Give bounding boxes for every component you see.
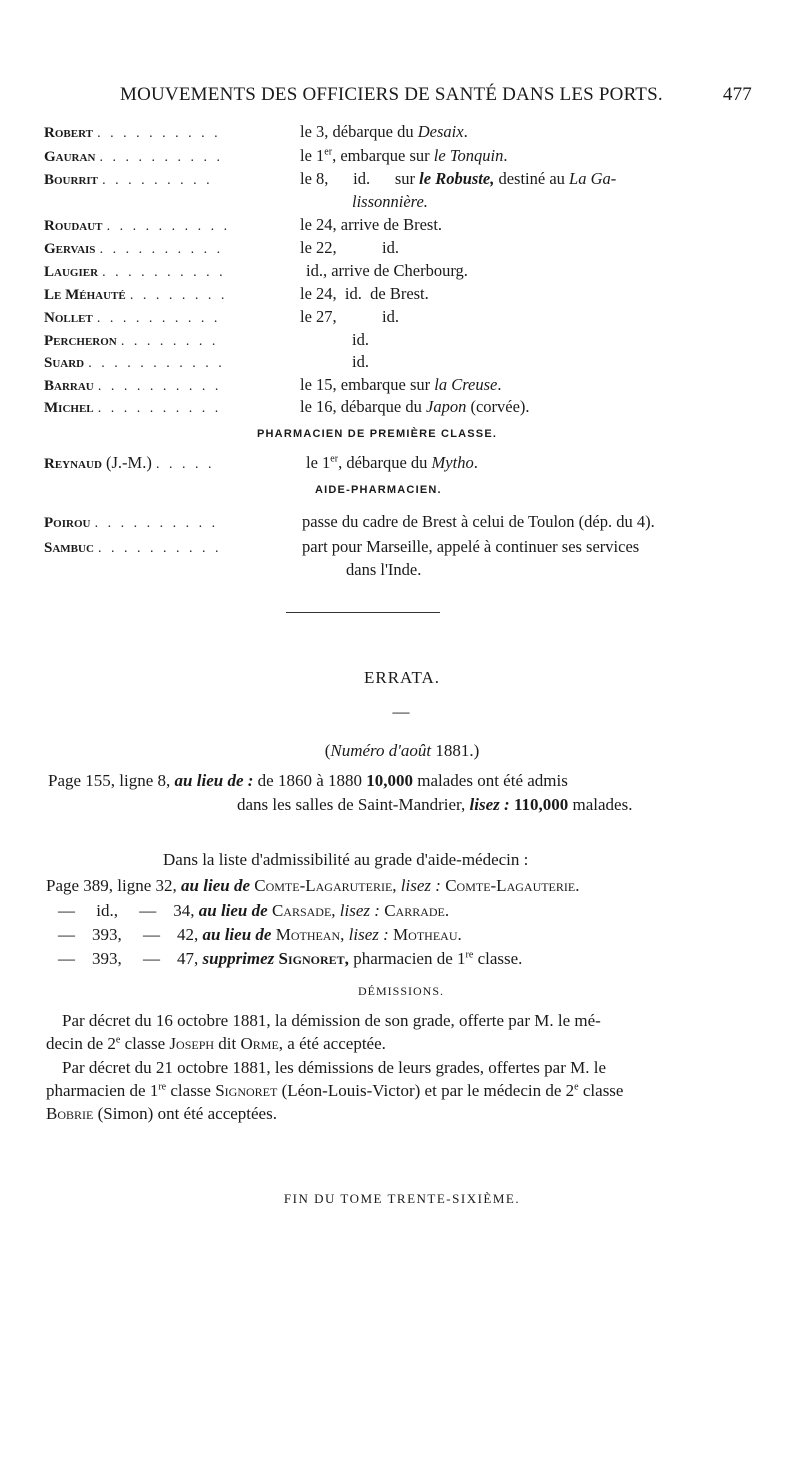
section-heading-pharmacien: PHARMACIEN DE PREMIÈRE CLASSE. [257,428,498,440]
entry-le-mehaute-text: le 24, id. de Brest. [300,284,429,303]
liste-intro: Dans la liste d'admissibilité au grade d'aide-médecin : [163,850,529,869]
entry-gervais: Gervais . . . . . . . . . . [44,241,224,257]
entry-gauran-text: le 1er, embarque sur le Tonquin. [300,146,508,165]
erratum-page-155: Page 155, ligne 8, au lieu de : de 1860 à 1880 10,000 malades ont été admis [48,771,568,790]
section-heading-aide-pharmacien: AIDE-PHARMACIEN. [315,484,442,496]
entry-robert-text: le 3, débarque du Desaix. [300,122,468,141]
errata-title: ERRATA. [363,668,440,687]
entry-reynaud-text: le 1er, débarque du Mytho. [306,453,478,472]
entry-bourrit: Bourrit . . . . . . . . . [44,172,213,188]
entry-bourrit-text: le 8, id. sur le Robuste, destiné au La Ga- [300,169,617,188]
entry-le-mehaute: Le Méhauté . . . . . . . . [44,287,228,303]
entry-percheron-text: id. [352,330,369,349]
erratum-page-155-cont: dans les salles de Saint-Mandrier, lisez : 110,000 malades. [237,795,633,814]
section-divider [286,612,440,613]
demissions-title: DÉMISSIONS. [357,984,444,998]
entry-barrau: Barrau . . . . . . . . . . [44,378,222,394]
entry-sambuc: Sambuc . . . . . . . . . . [44,540,222,556]
entry-roudaut-text: le 24, arrive de Brest. [300,215,443,234]
entry-poirou-text: passe du cadre de Brest à celui de Toulon (dép. du 4). [302,512,655,531]
entry-michel: Michel . . . . . . . . . . [44,400,222,416]
entry-bourrit-cont: lissonnière. [352,192,428,211]
entry-michel-text: le 16, débarque du Japon (corvée). [300,397,530,416]
entry-suard-text: id. [352,352,369,371]
entry-laugier: Laugier . . . . . . . . . . [44,264,226,280]
correction-row: Page 389, ligne 32, au lieu de Comte-Lagaruterie, lisez : Comte-Lagauterie. [46,876,580,895]
errata-dash: — [392,702,410,721]
entry-gauran: Gauran . . . . . . . . . . [44,149,224,165]
entry-roudaut: Roudaut . . . . . . . . . . [44,218,231,234]
entry-robert: Robert . . . . . . . . . . [44,125,221,141]
entry-sambuc-text-cont: dans l'Inde. [346,560,422,579]
para-demission-1-line1: Par décret du 16 octobre 1881, la démission de son grade, offerte par M. le mé- [62,1011,601,1030]
entry-suard: Suard . . . . . . . . . . . [44,355,225,371]
entry-gervais-text: le 22, id. [300,238,399,257]
entry-sambuc-text: part pour Marseille, appelé à continuer ses services [302,537,640,556]
entry-barrau-text: le 15, embarque sur la Creuse. [300,375,502,394]
fin-du-tome: FIN DU TOME TRENTE-SIXIÈME. [283,1191,521,1206]
para-demission-2-line2: pharmacien de 1re classe Signoret (Léon-Louis-Victor) et par le médecin de 2e classe [46,1081,624,1100]
correction-row: — id., — 34, au lieu de Carsade, lisez : Carrade. [58,901,450,920]
header-title: MOUVEMENTS DES OFFICIERS DE SANTÉ DANS LES PORTS. [120,84,663,105]
para-demission-2-line3: Bobrie (Simon) ont été acceptées. [46,1104,277,1123]
entry-nollet: Nollet . . . . . . . . . . [44,310,221,326]
entry-poirou: Poirou . . . . . . . . . . [44,515,219,531]
para-demission-1-line2: decin de 2e classe Joseph dit Orme, a été acceptée. [46,1034,386,1053]
para-demission-2-line1: Par décret du 21 octobre 1881, les démissions de leurs grades, offertes par M. le [62,1058,607,1077]
correction-row: — 393, — 42, au lieu de Mothean, lisez : Motheau. [58,925,462,944]
entry-laugier-text: id., arrive de Cherbourg. [306,261,468,280]
correction-row: — 393, — 47, supprimez Signoret, pharmacien de 1re classe. [58,949,523,968]
entry-percheron: Percheron . . . . . . . . [44,333,219,349]
entry-nollet-text: le 27, id. [300,307,399,326]
entry-reynaud: Reynaud (J.-M.) . . . . . [44,453,215,472]
page-number: 477 [722,84,752,105]
numero-line: (Numéro d'août 1881.) [324,741,480,760]
